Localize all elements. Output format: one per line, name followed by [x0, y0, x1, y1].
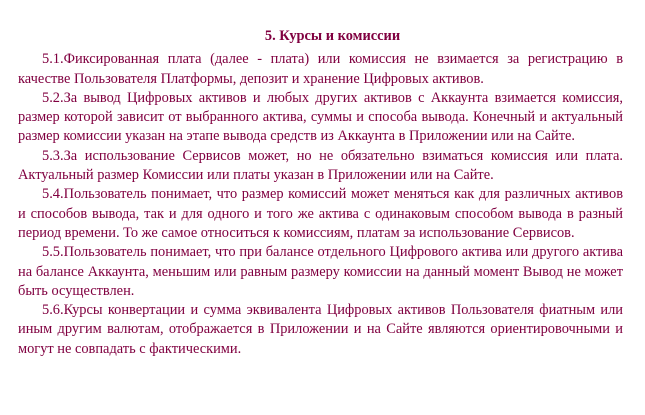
paragraph-5-5: 5.5.Пользователь понимает, что при балансе отдельного Цифрового актива или другого актива на балансе Аккаунта, меньшим или равным размеру комиссии на данный момент Вывод не может быть осуществлен. [18, 244, 623, 299]
paragraph-5-2: 5.2.За вывод Цифровых активов и любых других активов с Аккаунта взимается комиссия, размер которой зависит от выбранного актива, суммы и способа вывода. Конечный и актуальный размер комиссии указан на этапе вывода средств из Аккаунта в Приложении или на Сайте. [18, 89, 623, 145]
paragraph-5-3: 5.3.За использование Сервисов может, но не обязательно взиматься комиссия или плата. Актуальный размер Комиссии или платы указан в Приложении или на Сайте. [18, 147, 623, 184]
document-section [18, 27, 623, 359]
paragraph-5-1: 5.1.Фиксированная плата (далее - плата) или комиссия не взимается за регистрацию в качестве Пользователя Платформы, депозит и хранение Цифровых активов. [18, 51, 623, 87]
paragraph-5-4: 5.4.Пользователь понимает, что размер комиссий может меняться как для различных активов и способов вывода, так и для одного и того же актива с одинаковым способом вывода в разный период времени. То же самое относиться к комиссиям, платам за использование Сервисов. [18, 186, 623, 241]
paragraph-5-6: 5.6.Курсы конвертации и сумма эквивалента Цифровых активов Пользователя фиатным или иным другим валютам, отображается в Приложении и на Сайте являются ориентировочными и могут не совпадать с фактическими. [18, 302, 623, 357]
section-title: 5. Курсы и комиссии [264, 28, 401, 44]
